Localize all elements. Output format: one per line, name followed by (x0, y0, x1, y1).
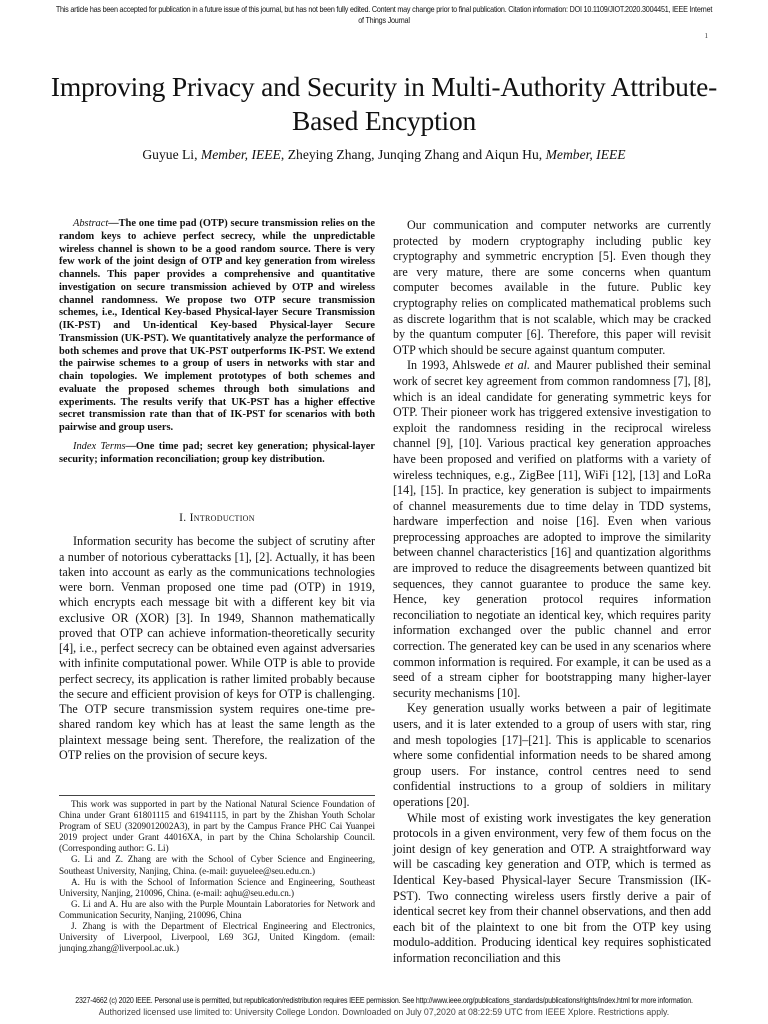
paragraph-emphasis: et al. (504, 358, 531, 373)
index-terms-text: —One time pad; secret key generation; physical-layer security; information reconciliation; group key distribution. (59, 440, 375, 465)
footnote-funding: This work was supported in part by the National Natural Science Foundation of China under Grant 61801115 and 61941115, in part by the Zhishan Youth Scholar Program of SEU (3209012002A3), in part by the Campus France PHC Cai Yuanpei 2019 project under Grant 44016XA, in part by the China Scholarship Council. (Corresponding author: G. Li) (59, 799, 375, 854)
author-role: Member, IEEE (200, 147, 281, 162)
right-column (393, 218, 711, 967)
section-heading: I. Introduction (179, 512, 255, 525)
footnote-affiliation: G. Li and A. Hu are also with the Purple Mountain Laboratories for Network and Communication Security, Nanjing, 210096, China (59, 898, 375, 920)
footnotes (59, 795, 375, 954)
index-terms-label: Index Terms (73, 440, 126, 452)
copyright-notice: 2327-4662 (c) 2020 IEEE. Personal use is permitted, but republication/redistribution requires IEEE permission. See http://www.ieee.org/publications_standards/publications/rights/index.html for more information. (75, 996, 693, 1005)
index-terms (59, 441, 375, 467)
footnote-affiliation: J. Zhang is with the Department of Electrical Engineering and Electronics, University of Liverpool, Liverpool, L69 3GJ, United Kingdom. (email: junqing.zhang@liverpool.ac.uk.) (59, 921, 375, 954)
abstract (59, 218, 375, 435)
left-column (59, 218, 375, 763)
author-name: Guyue Li, (142, 147, 201, 162)
abstract-text: —The one time pad (OTP) secure transmission relies on the random keys to achieve perfect secrecy, while the unpredictable wireless channel is shown to be a good random source. There is very few work of the joint design of OTP and key generation from wireless channels. This paper provides a comprehensive and quantitative investigation on secure transmission achieved by OTP and wireless channel randomness. We propose two OTP secure transmission schemes, i.e., Identical Key-based Physical-layer Secure Transmission (IK-PST) and Un-identical Key-based Physical-layer Secure Transmission (UK-PST). We quantitatively analyze the performance of both schemes and prove that UK-PST outperforms IK-PST. We extend the pairwise schemes to a group of users in networks with star and chain topologies. We implement prototypes of both schemes and evaluate the proposed schemes through both simulations and experiments. The results verify that UK-PST has a higher effective secret transmission rate than that of IK-PST for scenarios with both pairwise and group users. (59, 218, 375, 433)
footnote-affiliation: A. Hu is with the School of Information Science and Engineering, Southeast University, Nanjing, 210096, China. (e-mail: aqhu@seu.edu.cn.) (59, 876, 375, 898)
license-notice: Authorized licensed use limited to: University College London. Downloaded on July 07,2020 at 08:22:59 UTC from IEEE Xplore. Restrictions apply. (98, 1007, 670, 1017)
intro-paragraph: Information security has become the subject of scrutiny after a number of notorious cyberattacks [1], [2]. Actually, it has been taken into account as early as the communications technologies were born. Venman proposed one time pad (OTP) in 1919, which encrypts each message bit with a different key bit via exclusive OR (XOR) [3]. In 1949, Shannon mathematically proved that OTP can achieve information-theoretically security [4], i.e., perfect secrecy can be obtained even against adversaries with infinite computational power. While OTP is able to provide perfect secrecy, its application is rather limited probably because the secure and efficient provision of keys for OTP is challenging. The OTP secure transmission system requires one-time pre-shared random key which has at least the same length as the plaintext message being sent. Therefore, the realization of the OTP relies on the provision of secure keys. (59, 534, 375, 762)
abstract-label: Abstract (73, 218, 109, 229)
paragraph-text: and Maurer published their seminal work of secret key agreement from common randomness [7], [8], which is an ideal candidate for generating symmetric keys for OTP. Their pioneer work has triggered extensive investigation to exploit the randomness residing in the reciprocal wireless channel [9], [10]. Various practical key generation approaches have been proposed and verified on platforms with a variety of wireless techniques, e.g., ZigBee [11], WiFi [12], [13] and LoRa [14], [15]. In practice, key generation is subject to impairments of channel measurements due to time delay in TDD systems, hardware imperfection and noise [16]. Even when various preprocessing approaches are adopted to improve the similarity between channel characteristics [16] and quantization algorithms are improved to reduce the disagreements between quantized bit sequences, they cannot guarantee to produce the same key. Hence, key generation protocol requires information reconciliation to negotiate an identical key, which requires parity information exchanged over the public channel and error correction. The generated key can be used in any scenarios where common information is required. For example, it can be used as a seed of a stream cipher for bootstrapping many higher-layer security mechanisms [10]. (393, 358, 711, 700)
page-number: 1 (704, 32, 708, 40)
author-names: , Zheying Zhang, Junqing Zhang and Aiqun Hu, (280, 147, 546, 162)
paragraph-text: In 1993, Ahlswede (407, 358, 505, 373)
body-paragraph: While most of existing work investigates the key generation protocols in a given environment, very few of them focus on the joint design of key generation and OTP. A straightforward way will be cascading key generation and OTP, which is termed as Identical Key-based Physical-layer Secure Transmission (IK-PST). Two connecting wireless users firstly derive a pair of identical secret key from their channel observations, and then add each bit of the plaintext to one bit from the OTP key using modulo-addition. Producing identical key requires sophisticated information reconciliation and this (393, 810, 711, 965)
page-footer (0, 996, 768, 1017)
body-paragraph: Key generation usually works between a pair of legitimate users, and it is later extended to a group of users with star, ring and mesh topologies [17]–[21]. This is applicable to scenarios where some confidential information needs to be shared among group users. For instance, control centres need to send confidential instructions to a group of soldiers in military operations [20]. (393, 701, 711, 809)
body-paragraph: Our communication and computer networks are currently protected by modern cryptography including public key cryptography and symmetric encryption [5]. Even though they are very mature, there are some concerns when quantum computer becomes available in the future. Public key cryptography relies on complicated mathematical problems such as discrete logarithm that is not scalable, which may be cracked by the quantum computer [6]. Therefore, this paper will revisit OTP which should be secure against quantum computer. (393, 218, 711, 357)
footnote-affiliation: G. Li and Z. Zhang are with the School of Cyber Science and Engineering, Southeast University, Nanjing, China. (e-mail: guyuelee@seu.edu.cn.) (59, 854, 375, 876)
body-paragraph (393, 358, 711, 701)
author-list (40, 146, 728, 163)
author-role: Member, IEEE (545, 147, 626, 162)
publication-notice: This article has been accepted for publication in a future issue of this journal, but has not been fully edited. Content may change prior to final publication. Citation information: DOI 10.1109/JIOT.2020.3004451, IEEE Internet of Things Journal (55, 4, 713, 25)
paper-title: Improving Privacy and Security in Multi-Authority Attribute-Based Encyption (50, 71, 718, 136)
